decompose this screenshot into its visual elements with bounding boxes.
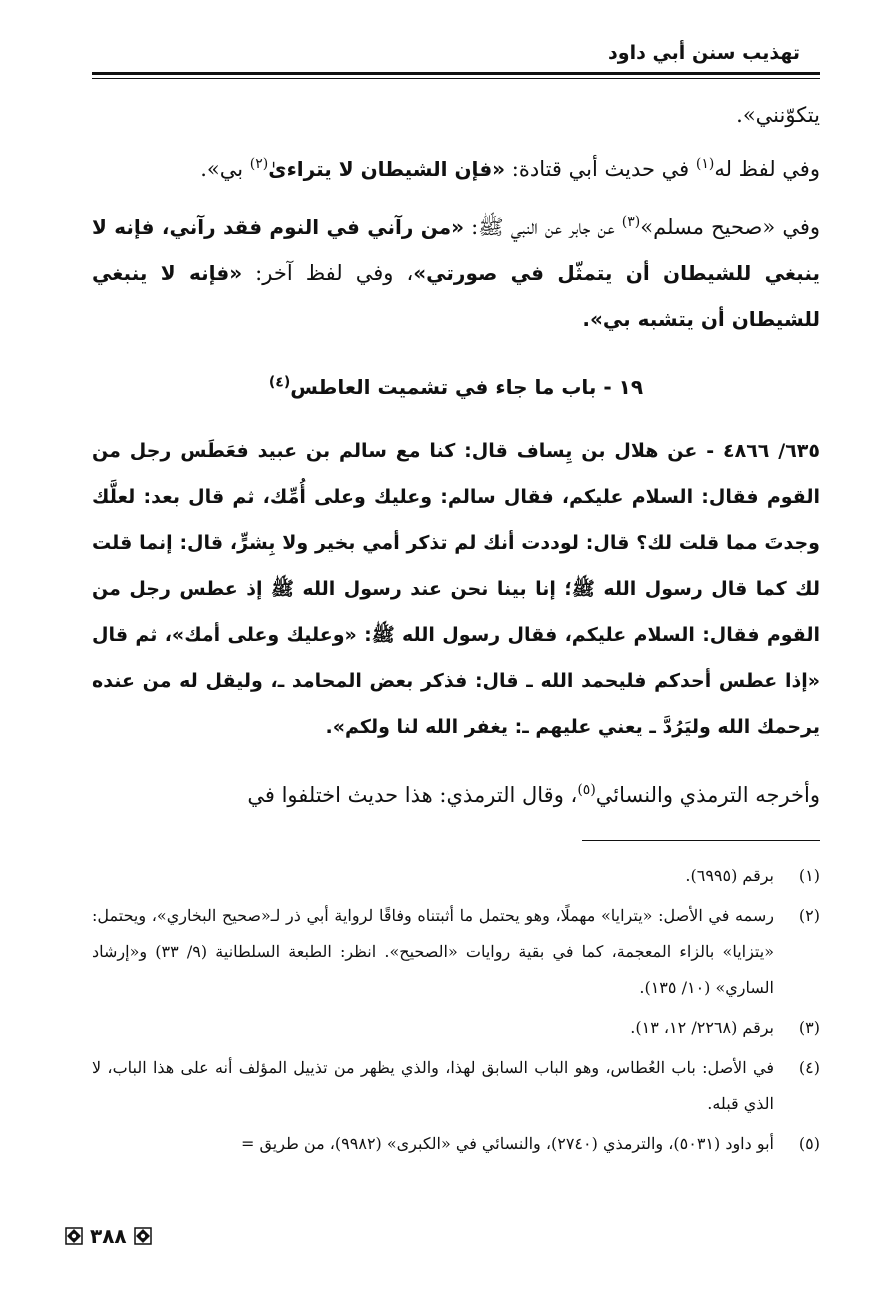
header-rule-thin (92, 78, 820, 79)
p3-text-b: عن جابر عن النبي ﷺ: (464, 215, 622, 239)
footnote-number: (٥) (798, 1134, 820, 1153)
footnote-separator (582, 840, 820, 841)
footnote-text: برقم (٢٢٦٨/ ١٢، ١٣). (630, 1018, 774, 1037)
footnote-text: رسمه في الأصل: «يترايا» مهملًا، وهو يحتمل ما أثبتناه وفاقًا لرواية أبي ذر لـ«صحيح البخاري»، ويحتمل: «يتزايا» بالزاء المعجمة، كما في بقية روايات «الصحيح». انظر: الطبعة السلطانية (٩/ ٣٣) و«إرشاد الساري» (١٠/ ١٣٥). (92, 906, 775, 997)
p3-quote-2: «فإنه لا ينبغي للشيطان أن يتشبه بي». (92, 261, 820, 331)
p3-quote-1: «من رآني في النوم فقد رآني، فإنه لا ينبغي للشيطان أن يتمثّل في صورتي» (92, 215, 821, 285)
paragraph-3 (92, 204, 820, 342)
p5-text-b: ، وقال الترمذي: هذا حديث اختلفوا في (247, 783, 578, 807)
footnote-number: (١) (798, 866, 820, 885)
running-title: تهذيب سنن أبي داود (608, 42, 800, 64)
paragraph-1-text: يتكوّنني». (736, 103, 820, 127)
footnote-ref-3: (٣) (621, 214, 641, 230)
chapter-title-text: ١٩ - باب ما جاء في تشميت العاطس (290, 375, 644, 399)
p3-text-a: وفي «صحيح مسلم» (640, 215, 821, 239)
ornament-icon (133, 1226, 153, 1246)
footnote-ref-1: (١) (695, 156, 715, 172)
p2-text-a: وفي لفظ له (714, 157, 820, 181)
page-folio (64, 1224, 153, 1248)
footnote-number: (٣) (798, 1018, 820, 1037)
footnote-item (92, 898, 820, 1006)
footnote-text: برقم (٦٩٩٥). (685, 866, 774, 885)
page-number: ٣٨٨ (90, 1224, 127, 1248)
chapter-title (92, 375, 820, 399)
p2-text-c: بي». (200, 157, 250, 181)
footnote-ref-2: (٢) (249, 156, 269, 172)
p5-text-a: وأخرجه الترمذي والنسائي (595, 783, 820, 807)
footnote-item (92, 858, 820, 894)
footnote-item (92, 1050, 820, 1122)
footnote-text: أبو داود (٥٠٣١)، والترمذي (٢٧٤٠)، والنسائي في «الكبرى» (٩٩٨٢)، من طريق = (240, 1134, 774, 1153)
paragraph-1 (92, 92, 820, 138)
paragraph-5 (92, 772, 820, 818)
footnote-item (92, 1126, 820, 1162)
hadith-text: ٦٣٥/ ٤٨٦٦ - عن هلال بن يِساف قال: كنا مع سالم بن عبيد فعَطَس رجل من القوم فقال: السلام عليكم، فقال سالم: وعليك وعلى أُمِّك، ثم قال بعد: لعلَّك وجدتَ مما قلت لك؟ قال: لوددت أنك لم تذكر أمي بخير ولا بِشرٍّ، قال: إنما قلت لك كما قال رسول الله ﷺ؛ إنا بينا نحن عند رسول الله ﷺ إذ عطس رجل من القوم فقال: السلام عليكم، فقال رسول الله ﷺ: «وعليك وعلى أمك»، ثم قال «إذا عطس أحدكم فليحمد الله ـ قال: فذكر بعض المحامد ـ، وليقل له من عنده يرحمك الله وليَرُدَّ ـ يعني عليهم ـ: يغفر الله لنا ولكم». (92, 440, 820, 738)
p3-text-c: ، وفي لفظ آخر: (242, 261, 414, 285)
footnote-ref-5: (٥) (577, 782, 596, 798)
footnote-number: (٢) (798, 906, 820, 925)
ornament-icon (64, 1226, 84, 1246)
p2-text-b: في حديث أبي قتادة: (505, 157, 696, 181)
paragraph-2 (92, 146, 820, 192)
footnotes (92, 858, 820, 1166)
footnote-number: (٤) (798, 1058, 820, 1077)
footnote-text: في الأصل: باب العُطاس، وهو الباب السابق لهذا، والذي يظهر من تذييل المؤلف أنه على هذا الباب، لا الذي قبله. (92, 1058, 775, 1113)
footnote-item (92, 1010, 820, 1046)
p2-quote: «فإن الشيطان لا يتراءىٰ (268, 157, 506, 181)
footnote-ref-4: (٤) (268, 374, 291, 391)
header-rule (92, 72, 820, 75)
